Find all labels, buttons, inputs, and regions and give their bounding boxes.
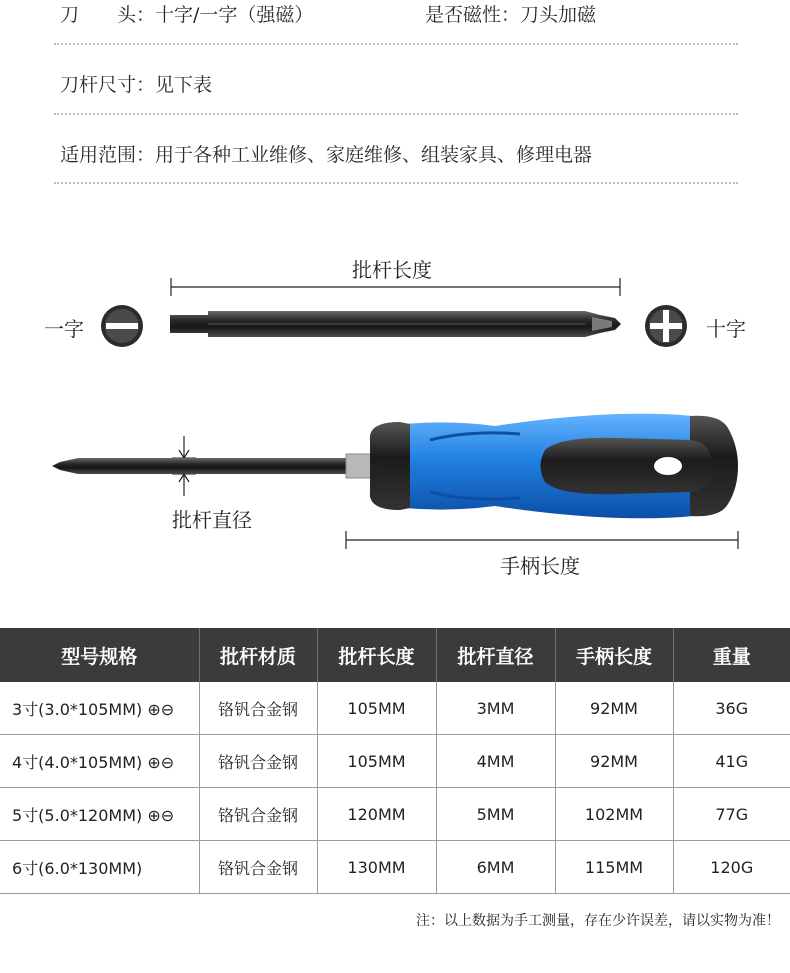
table-row xyxy=(0,841,790,894)
cell-handle: 92MM xyxy=(555,735,673,788)
cell-handle: 115MM xyxy=(555,841,673,894)
cell-length: 105MM xyxy=(317,735,436,788)
cell-diameter: 6MM xyxy=(436,841,555,894)
cell-length: 105MM xyxy=(317,682,436,735)
handle-length-label: 手柄长度 xyxy=(500,554,580,578)
measurement-note: 注：以上数据为手工测量，存在少许误差，请以实物为准！ xyxy=(416,913,780,929)
screwdriver-diagram xyxy=(0,400,790,560)
header-shaft-length: 批杆长度 xyxy=(317,628,436,682)
divider xyxy=(54,113,738,115)
divider xyxy=(54,182,738,184)
cell-material: 铬钒合金钢 xyxy=(199,788,317,841)
cell-diameter: 3MM xyxy=(436,682,555,735)
cell-length: 120MM xyxy=(317,788,436,841)
cell-weight: 120G xyxy=(673,841,790,894)
cell-material: 铬钒合金钢 xyxy=(199,735,317,788)
cell-diameter: 5MM xyxy=(436,788,555,841)
slotted-label: 一字 xyxy=(44,317,84,341)
cell-material: 铬钒合金钢 xyxy=(199,841,317,894)
cell-weight: 41G xyxy=(673,735,790,788)
spec-table xyxy=(0,628,790,894)
table-row xyxy=(0,682,790,735)
cell-material: 铬钒合金钢 xyxy=(199,682,317,735)
phillips-icon xyxy=(645,305,687,347)
cell-weight: 77G xyxy=(673,788,790,841)
slotted-icon xyxy=(101,305,143,347)
cell-length: 130MM xyxy=(317,841,436,894)
spec-shaft-size: 刀杆尺寸：见下表 xyxy=(60,74,213,96)
spec-head-label: 刀 头： xyxy=(60,4,156,26)
spec-magnetic: 是否磁性：刀头加磁 xyxy=(425,4,597,26)
spec-head-value: 十字/一字（强磁） xyxy=(155,4,314,26)
table-row xyxy=(0,735,790,788)
cell-model: 3寸(3.0*105MM) ⊕⊖ xyxy=(0,682,199,735)
table-row xyxy=(0,788,790,841)
cell-handle: 102MM xyxy=(555,788,673,841)
header-shaft-diameter: 批杆直径 xyxy=(436,628,555,682)
shaft-length-label: 批杆长度 xyxy=(352,258,432,282)
cell-model: 6寸(6.0*130MM) xyxy=(0,841,199,894)
cell-weight: 36G xyxy=(673,682,790,735)
header-material: 批杆材质 xyxy=(199,628,317,682)
spec-head xyxy=(60,0,313,27)
bit-shaft xyxy=(170,311,621,337)
spec-usage: 适用范围：用于各种工业维修、家庭维修、组装家具、修理电器 xyxy=(60,144,593,166)
cell-model: 4寸(4.0*105MM) ⊕⊖ xyxy=(0,735,199,788)
bit-diagram xyxy=(0,270,790,380)
header-handle-length: 手柄长度 xyxy=(555,628,673,682)
header-weight: 重量 xyxy=(673,628,790,682)
screwdriver-handle xyxy=(370,414,738,519)
cell-handle: 92MM xyxy=(555,682,673,735)
table-header-row xyxy=(0,628,790,682)
screwdriver-shaft xyxy=(52,454,372,478)
shaft-diameter-label: 批杆直径 xyxy=(172,508,252,532)
phillips-label: 十字 xyxy=(706,317,746,341)
header-model: 型号规格 xyxy=(0,628,199,682)
cell-model: 5寸(5.0*120MM) ⊕⊖ xyxy=(0,788,199,841)
divider xyxy=(54,43,738,45)
cell-diameter: 4MM xyxy=(436,735,555,788)
